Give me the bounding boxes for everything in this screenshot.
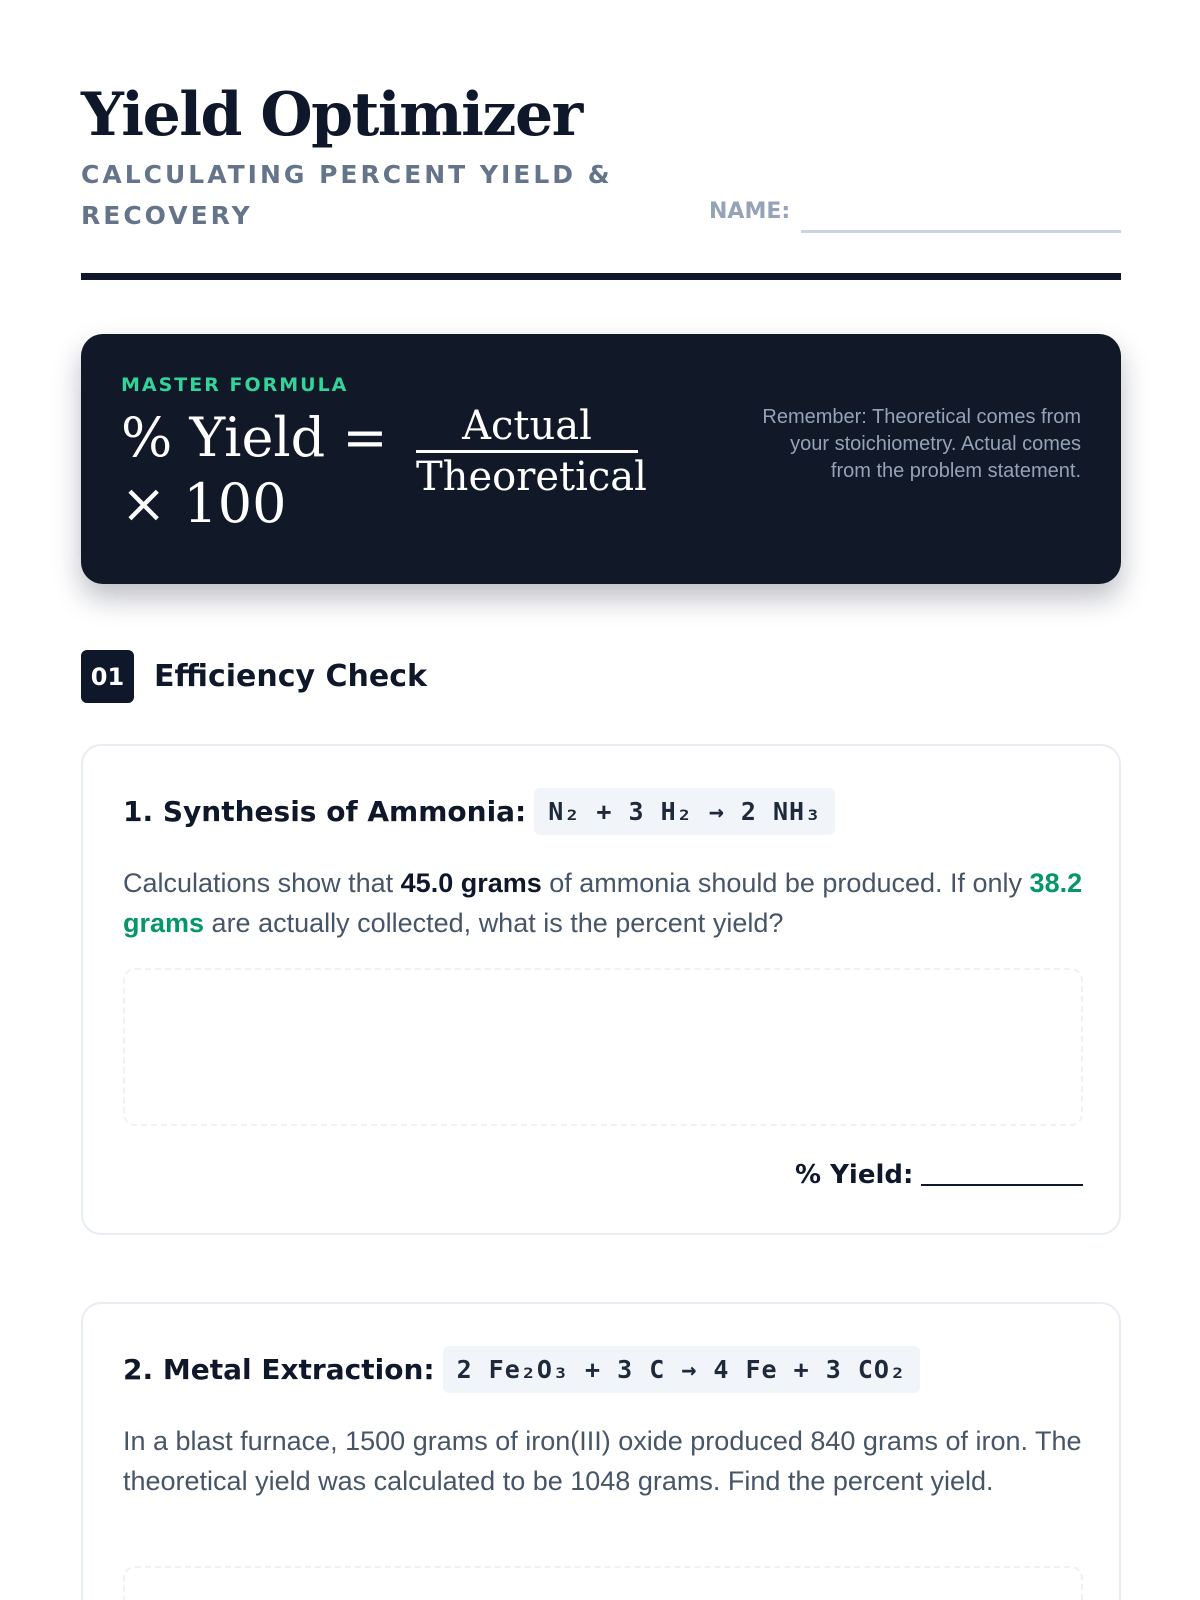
formula-card bbox=[81, 334, 1121, 584]
question-text-part: Calculations show that bbox=[123, 868, 401, 898]
question-header bbox=[123, 1346, 920, 1393]
question-text bbox=[123, 863, 1083, 943]
section-title: Efficiency Check bbox=[154, 659, 427, 694]
formula-numerator: Actual bbox=[462, 403, 592, 449]
question-header bbox=[123, 788, 835, 835]
header-divider bbox=[81, 273, 1121, 280]
chemical-equation: N₂ + 3 H₂ → 2 NH₃ bbox=[534, 788, 835, 835]
formula-multiplier: × 100 bbox=[121, 472, 287, 535]
name-label: NAME: bbox=[709, 199, 791, 224]
question-text: In a blast furnace, 1500 grams of iron(III) oxide produced 840 grams of iron. The theoretical yield was calculated to be 1048 grams. Find the percent yield. bbox=[123, 1426, 1082, 1496]
formula-denominator: Theoretical bbox=[416, 454, 647, 500]
question-text-part: are actually collected, what is the percent yield? bbox=[204, 908, 784, 938]
answer-field[interactable] bbox=[921, 1184, 1083, 1186]
chemical-equation: 2 Fe₂O₃ + 3 C → 4 Fe + 3 CO₂ bbox=[443, 1346, 920, 1393]
actual-value: 38.2 grams bbox=[123, 868, 1083, 938]
page-title: Yield Optimizer bbox=[81, 80, 582, 150]
formula-lhs: % Yield = bbox=[121, 406, 388, 469]
section-number-badge: 01 bbox=[81, 650, 134, 703]
question-card-2 bbox=[81, 1302, 1121, 1600]
question-title: 1. Synthesis of Ammonia: bbox=[123, 795, 527, 828]
formula-fraction bbox=[416, 403, 647, 500]
work-area[interactable] bbox=[123, 1566, 1083, 1600]
question-text-part: of ammonia should be produced. If only bbox=[541, 868, 1030, 898]
question-card-1 bbox=[81, 744, 1121, 1235]
fraction-bar bbox=[416, 450, 638, 453]
theoretical-value: 45.0 grams bbox=[400, 868, 542, 898]
answer-label: % Yield: bbox=[795, 1160, 914, 1190]
question-title: 2. Metal Extraction: bbox=[123, 1353, 435, 1386]
work-area[interactable] bbox=[123, 968, 1083, 1126]
formula-eyebrow: MASTER FORMULA bbox=[121, 374, 349, 396]
name-field[interactable] bbox=[801, 230, 1121, 233]
formula-note: Remember: Theoretical comes from your stoichiometry. Actual comes from the problem statement. bbox=[762, 406, 1081, 482]
page-subtitle: CALCULATING PERCENT YIELD & RECOVERY bbox=[81, 160, 613, 230]
